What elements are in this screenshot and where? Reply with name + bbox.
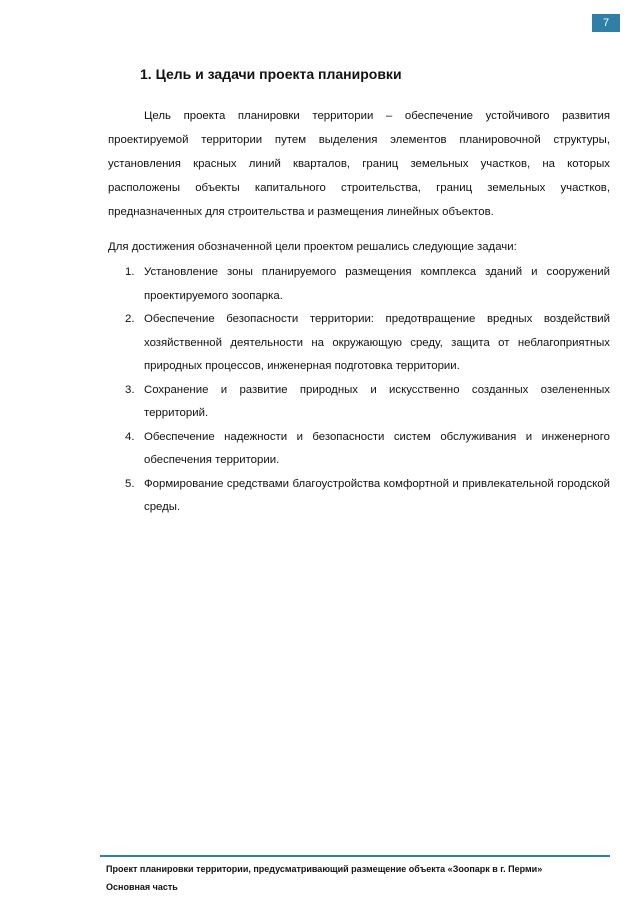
intro-paragraph: Цель проекта планировки территории – обеспечение устойчивого развития проектируемой территории путем выделения элементов планировочной структуры, установления красных линий кварталов, границ земельных участков, на которых расположены объекты капитального строительства, границ земельных участков, предназначенных для строительства и размещения линейных объектов. (108, 110, 610, 218)
task-text: Сохранение и развитие природных и искусственно созданных озелененных территорий. (144, 383, 610, 419)
task-text: Обеспечение безопасности территории: предотвращение вредных воздействий хозяйственной деятельности на окружающую среду, защита от неблагоприятных природных процессов, инженерная подготовка территории. (144, 313, 610, 372)
task-list (108, 261, 610, 520)
footer-project-title: Проект планировки территории, предусматривающий размещение объекта «Зоопарк в г. Перми» (106, 864, 543, 874)
task-item (108, 473, 610, 520)
section-heading: 1. Цель и задачи проекта планировки (140, 66, 402, 82)
task-number: 3. (125, 383, 135, 396)
footer-divider (100, 855, 610, 857)
task-text: Установление зоны планируемого размещения комплекса зданий и сооружений проектируемого зоопарка. (144, 266, 610, 302)
task-number: 5. (125, 477, 135, 490)
footer-section-label: Основная часть (106, 882, 178, 892)
tasks-lead-paragraph: Для достижения обозначенной цели проектом решались следующие задачи: (108, 241, 517, 253)
task-item (108, 308, 610, 379)
task-item (108, 426, 610, 473)
task-number: 4. (125, 430, 135, 443)
page-number-badge: 7 (592, 14, 620, 32)
task-item (108, 261, 610, 308)
task-number: 2. (125, 313, 135, 325)
task-item (108, 379, 610, 426)
task-text: Обеспечение надежности и безопасности систем обслуживания и инженерного обеспечения территории. (144, 430, 610, 466)
task-number: 1. (125, 266, 135, 278)
task-text: Формирование средствами благоустройства комфортной и привлекательной городской среды. (144, 477, 610, 513)
